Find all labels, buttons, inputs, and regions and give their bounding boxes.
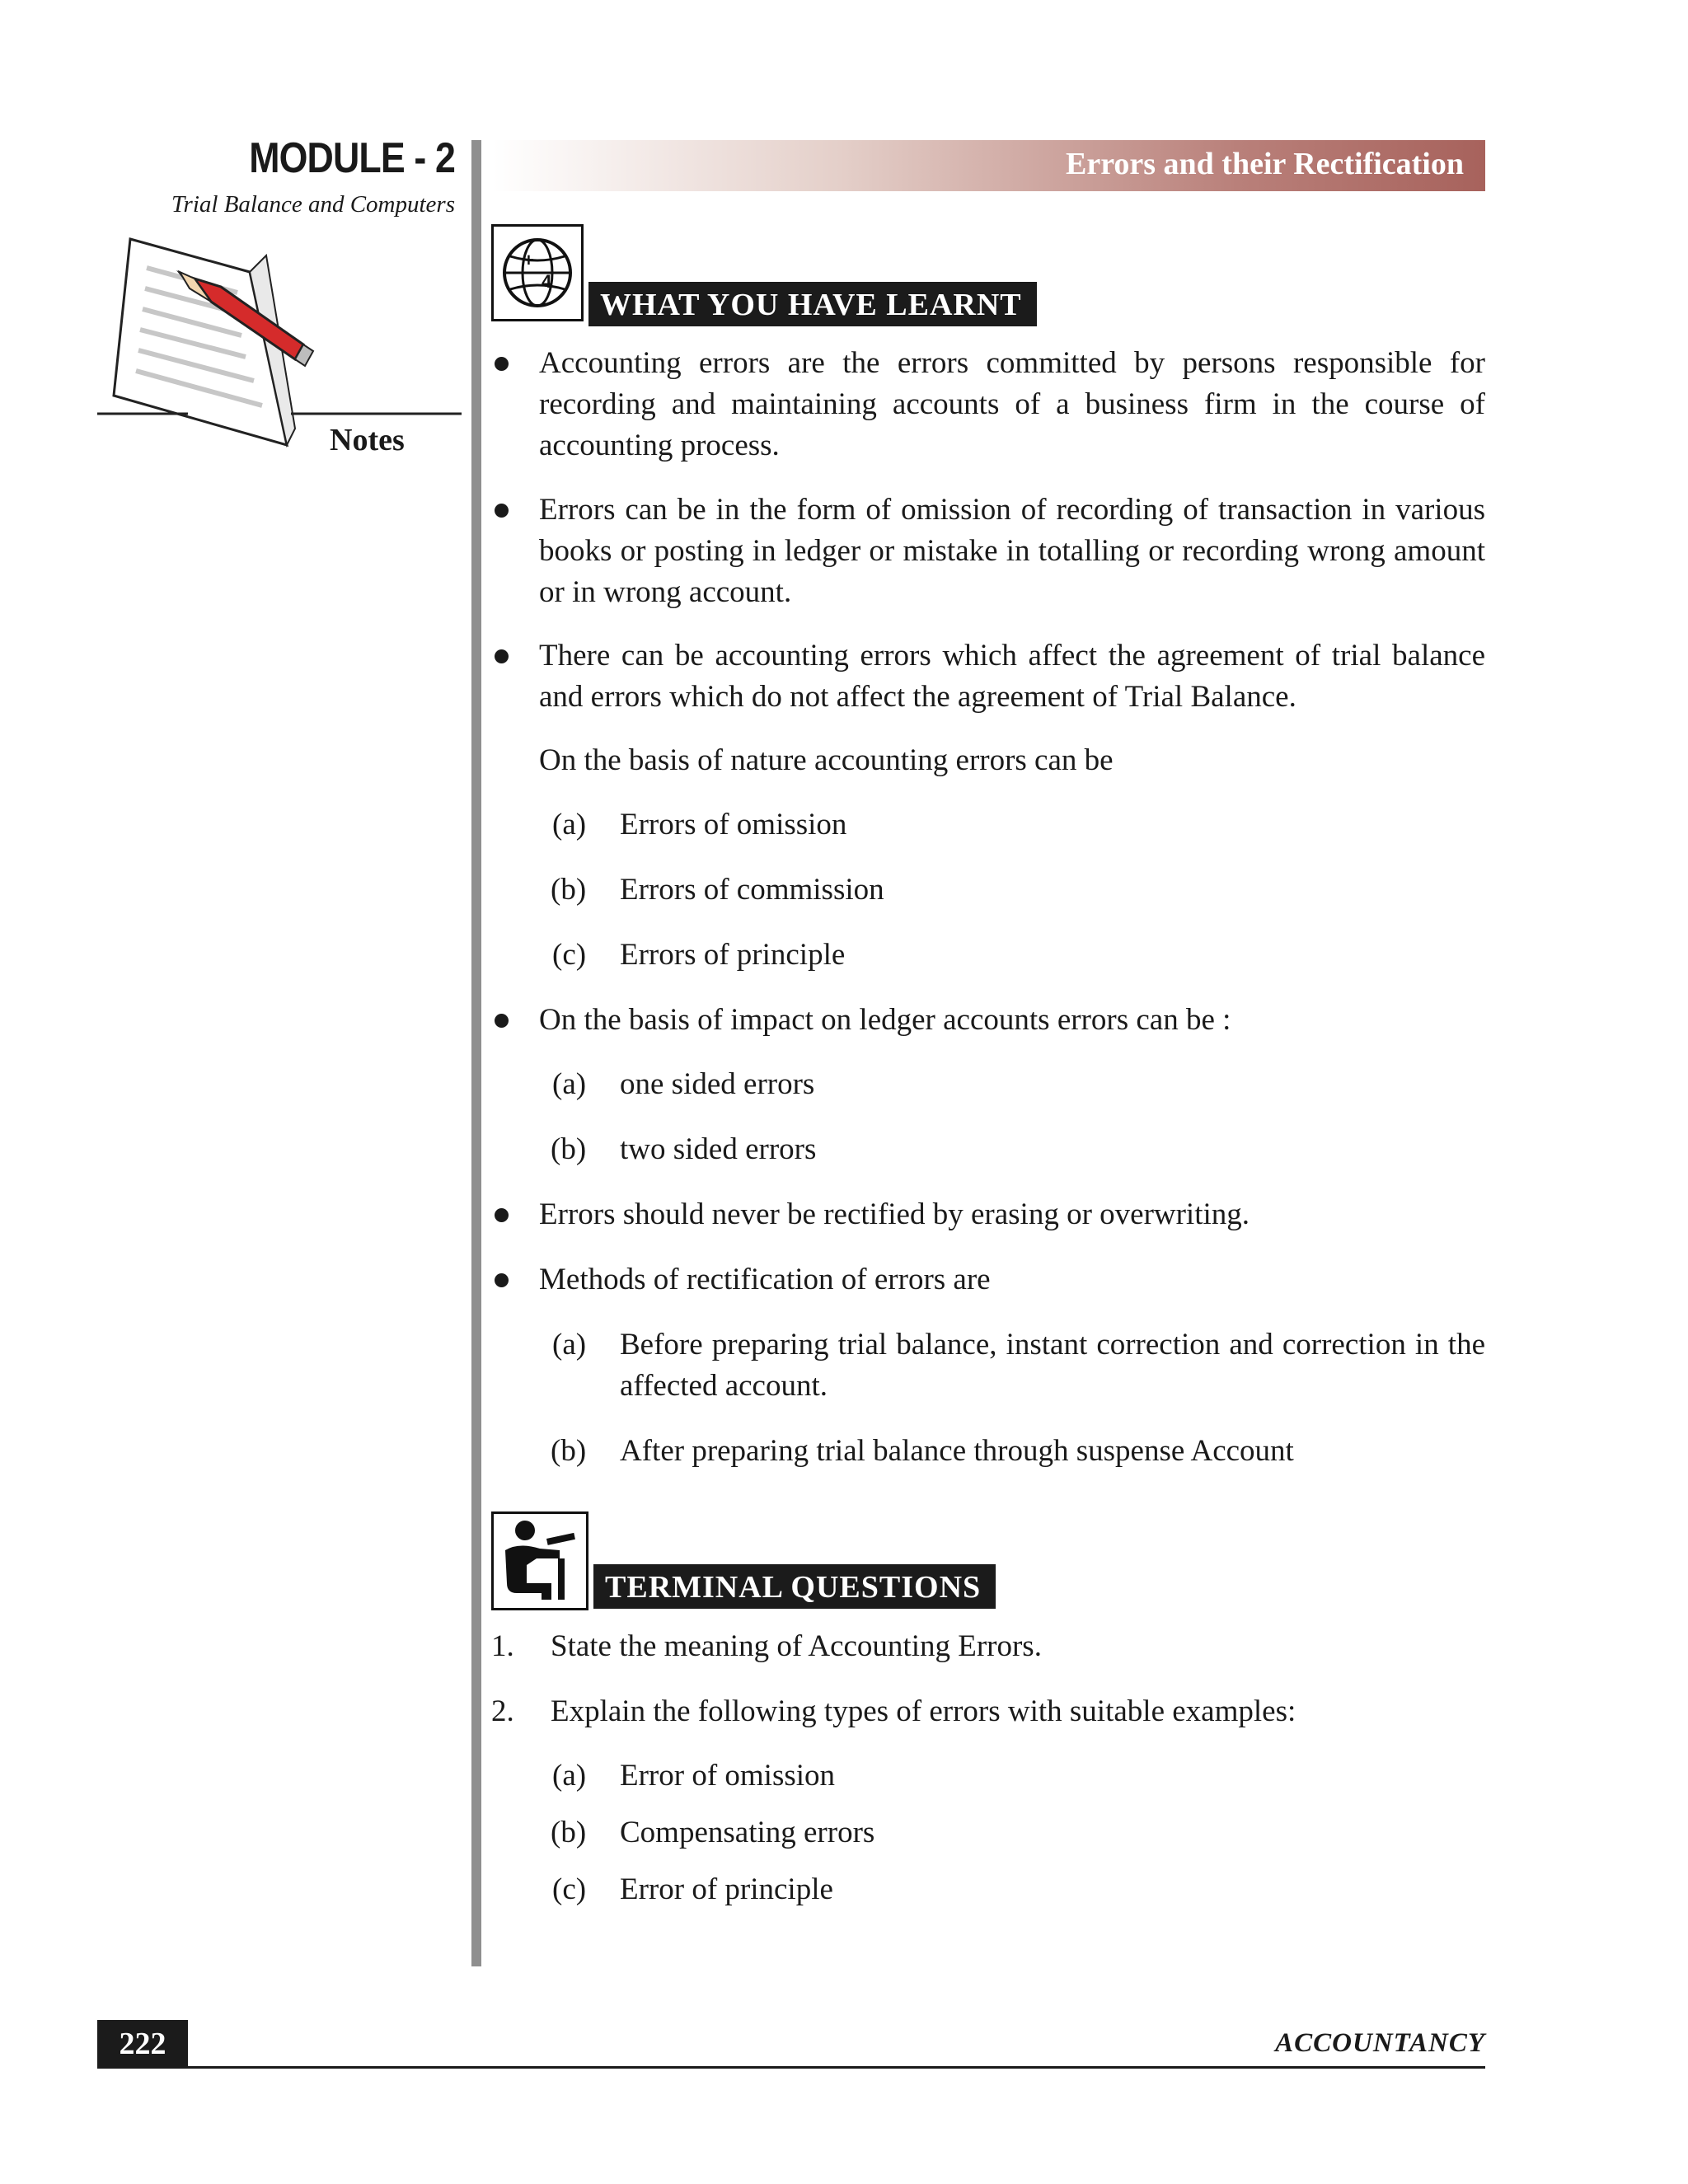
list-item-label: (a)	[552, 808, 587, 841]
list-item-text: Errors of principle	[620, 938, 846, 972]
svg-text:+: +	[523, 250, 534, 270]
list-item-text: Before preparing trial balance, instant correction and correction in the affected account.	[620, 1328, 1485, 1403]
bullet	[495, 1014, 509, 1028]
globe-brain-icon	[491, 224, 584, 321]
module-subtitle: Trial Balance and Computers	[171, 191, 455, 218]
notes-label: Notes	[330, 423, 405, 457]
list-item-text: After preparing trial balance through suspense Account	[620, 1434, 1294, 1468]
chapter-title: Errors and their Rectification	[1065, 147, 1464, 181]
learnt-heading: WHAT YOU HAVE LEARNT	[588, 282, 1037, 326]
sub-item-label: (b)	[551, 1816, 587, 1849]
learnt-bullet-4: On the basis of impact on ledger accounts errors can be :	[539, 1003, 1231, 1037]
footer-rule	[97, 2066, 1485, 2069]
bullet	[495, 504, 509, 518]
learnt-bullet-5: Errors should never be rectified by erasing or overwriting.	[539, 1197, 1250, 1231]
question-number: 1.	[491, 1629, 514, 1663]
question-number: 2.	[491, 1694, 514, 1728]
sub-item-text: Error of omission	[620, 1759, 836, 1793]
vertical-divider	[471, 140, 481, 1966]
list-item-text: two sided errors	[620, 1132, 817, 1166]
svg-text:4: 4	[542, 271, 552, 292]
sub-item-text: Error of principle	[620, 1872, 833, 1906]
learnt-bullet-1: Accounting errors are the errors committed by persons responsible for recording and maintaining accounts of a business firm in the course of accounting process.	[539, 346, 1485, 462]
notes-pencil-illustration	[97, 223, 476, 462]
list-item-label: (a)	[552, 1067, 587, 1101]
list-item-text: Errors of omission	[620, 808, 847, 841]
sub-item-label: (a)	[552, 1759, 587, 1793]
page-number: 222	[97, 2020, 188, 2068]
learnt-bullet-2: Errors can be in the form of omission of recording of transaction in various books or posting in ledger or mistake in totalling or recording wrong amount or in wrong account.	[539, 493, 1485, 609]
question-text: Explain the following types of errors with suitable examples:	[551, 1694, 1296, 1728]
nature-intro: On the basis of nature accounting errors can be	[539, 743, 1114, 777]
list-item-text: Errors of commission	[620, 873, 884, 907]
learnt-bullet-6: Methods of rectification of errors are	[539, 1263, 991, 1296]
list-item-label: (b)	[551, 1434, 587, 1468]
chapter-header-ribbon	[493, 140, 1485, 191]
sub-item-text: Compensating errors	[620, 1816, 875, 1849]
bullet	[495, 357, 509, 371]
footer-subject: ACCOUNTANCY	[1275, 2028, 1485, 2058]
terminal-heading: TERMINAL QUESTIONS	[593, 1564, 996, 1609]
question-text: State the meaning of Accounting Errors.	[551, 1629, 1042, 1663]
list-item-text: one sided errors	[620, 1067, 815, 1101]
module-title: MODULE - 2	[249, 134, 455, 182]
bullet	[495, 1273, 509, 1287]
list-item-label: (b)	[551, 1132, 587, 1166]
list-item-label: (c)	[552, 938, 587, 972]
list-item-label: (b)	[551, 873, 587, 907]
sub-item-label: (c)	[552, 1872, 587, 1906]
person-writing-icon	[491, 1511, 588, 1610]
learnt-bullet-3: There can be accounting errors which affect the agreement of trial balance and errors which do not affect the agreement of Trial Balance.	[539, 639, 1485, 714]
bullet	[495, 649, 509, 663]
bullet	[495, 1208, 509, 1222]
list-item-label: (a)	[552, 1328, 587, 1361]
